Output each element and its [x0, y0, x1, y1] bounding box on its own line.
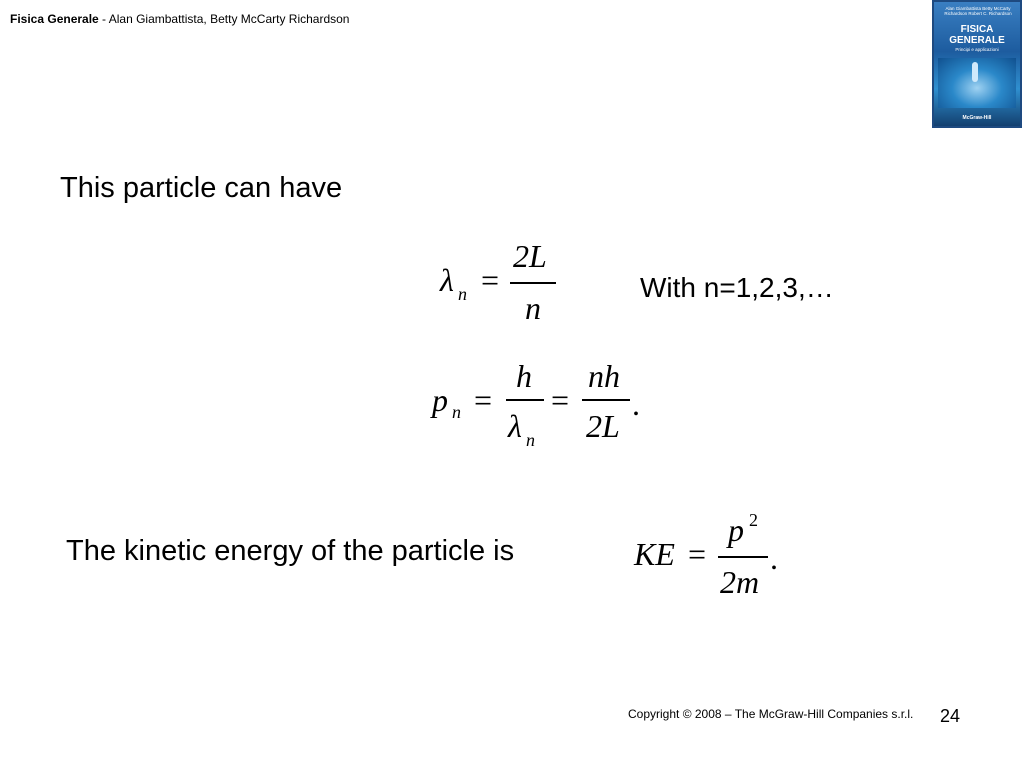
eq2-equals-1: = — [474, 382, 493, 418]
cover-subtitle: Principi e applicazioni — [955, 47, 999, 52]
eq2-denominator-2: 2L — [586, 408, 620, 444]
eq3-lhs: KE — [634, 536, 675, 572]
eq2-fraction-bar-1 — [506, 399, 544, 401]
book-authors: - Alan Giambattista, Betty McCarty Richardson — [98, 12, 350, 26]
eq3-numerator: p — [728, 512, 744, 548]
kinetic-energy-text: The kinetic energy of the particle is — [66, 535, 515, 567]
eq1-equals: = — [481, 262, 500, 298]
book-cover-image — [932, 0, 1022, 128]
book-title: Fisica Generale — [10, 12, 99, 26]
page-number: 24 — [940, 706, 961, 726]
slide-header — [10, 12, 349, 26]
intro-text: This particle can have — [60, 172, 343, 204]
eq1-sub: n — [458, 284, 467, 304]
eq3-denominator: 2m — [720, 564, 760, 600]
copyright-text: Copyright © 2008 – The McGraw-Hill Companies s.r.l. — [628, 707, 914, 721]
drop-icon — [972, 62, 978, 82]
eq1-denominator: n — [525, 290, 541, 326]
eq1-fraction-bar — [510, 282, 556, 284]
condition-text: With n=1,2,3,… — [640, 272, 834, 303]
eq2-denominator-1: λ — [508, 408, 522, 444]
eq3-fraction-bar — [718, 556, 768, 558]
eq2-sub: n — [452, 402, 461, 422]
cover-publisher: McGraw-Hill — [962, 115, 992, 121]
eq1-numerator: 2L — [513, 238, 547, 274]
eq1-lhs: λ — [440, 262, 454, 298]
cover-title: FISICA GENERALE — [949, 24, 1005, 46]
eq2-denominator-1-sub: n — [526, 430, 535, 450]
eq3-period: . — [770, 540, 778, 576]
eq2-period: . — [632, 386, 640, 422]
cover-authors: Alan Giambattista Betty McCarty Richardson Robert C. Richardson — [944, 6, 1012, 16]
eq2-numerator-2: nh — [588, 358, 620, 394]
eq2-equals-2: = — [551, 382, 570, 418]
eq3-equals: = — [688, 536, 707, 572]
eq3-numerator-sup: 2 — [749, 510, 758, 530]
eq2-numerator-1: h — [516, 358, 532, 394]
eq2-lhs: p — [432, 382, 448, 418]
eq2-fraction-bar-2 — [582, 399, 630, 401]
